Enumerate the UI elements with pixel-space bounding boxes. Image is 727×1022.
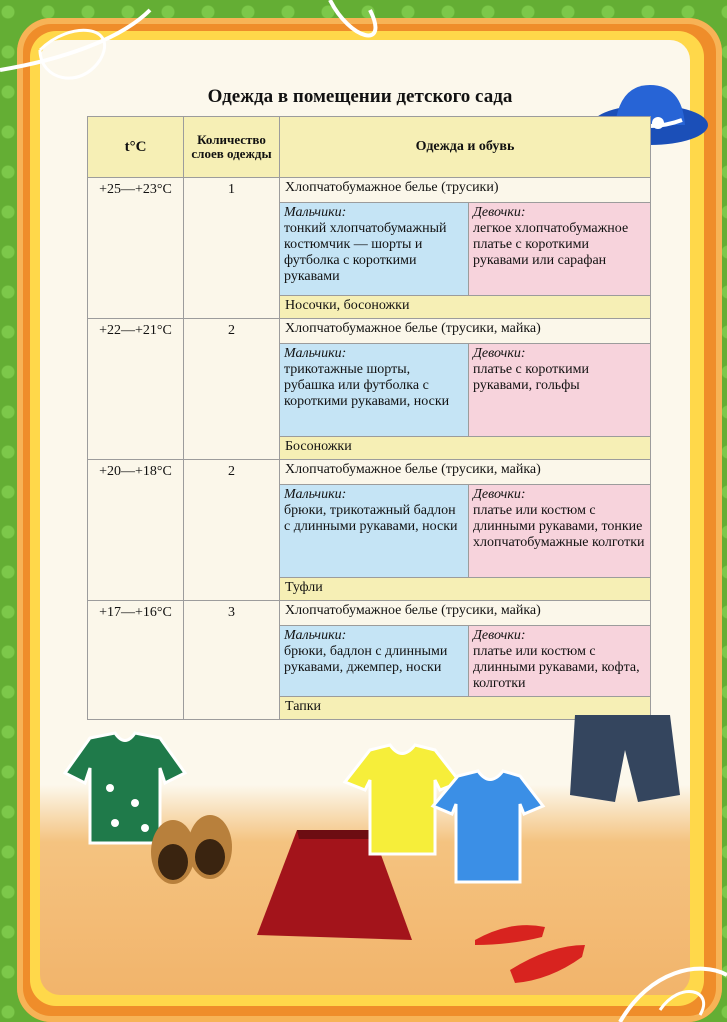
girls-cell <box>469 626 651 697</box>
temp-cell: +22—+21°C <box>88 319 184 460</box>
clothing-table <box>87 116 651 720</box>
page-title: Одежда в помещении детского сада <box>207 86 513 107</box>
table-header-row <box>88 117 651 178</box>
girls-cell <box>469 485 651 578</box>
boys-cell <box>280 485 469 578</box>
boys-cell <box>280 344 469 437</box>
table-row <box>88 601 651 626</box>
underwear-cell: Хлопчатобумажное белье (трусики, майка) <box>280 319 651 344</box>
boys-text: трикотажные шорты, рубашка или футболка с короткими рукавами, носки <box>284 362 450 409</box>
red-sandals-icon <box>470 915 590 990</box>
boys-text: брюки, бадлон с длинными рукавами, джемпер, носки <box>284 644 448 675</box>
shorts-icon <box>560 710 685 808</box>
header-layers: Количество слоев одежды <box>184 117 280 178</box>
temp-cell: +20—+18°C <box>88 460 184 601</box>
boys-text: тонкий хлопчатобумажный костюмчик — шорты и футболка с короткими рукавами <box>284 221 447 284</box>
girls-text: легкое хлопчатобумажное платье с короткими рукавами или сарафан <box>473 221 629 268</box>
girls-label: Девочки: <box>473 205 526 220</box>
underwear-cell: Хлопчатобумажное белье (трусики, майка) <box>280 460 651 485</box>
temp-cell: +25—+23°C <box>88 178 184 319</box>
shoes-cell: Босоножки <box>280 437 651 460</box>
underwear-cell: Хлопчатобумажное белье (трусики, майка) <box>280 601 651 626</box>
blue-top-icon <box>428 768 548 888</box>
layers-cell: 2 <box>184 319 280 460</box>
slippers-icon <box>148 812 238 887</box>
layers-cell: 3 <box>184 601 280 720</box>
table-row <box>88 178 651 203</box>
boys-label: Мальчики: <box>284 628 347 643</box>
table-row <box>88 460 651 485</box>
underwear-cell: Хлопчатобумажное белье (трусики) <box>280 178 651 203</box>
girls-text: платье или костюм с длинными рукавами, тонкие хлопчатобумажные колготки <box>473 503 645 550</box>
boys-label: Мальчики: <box>284 346 347 361</box>
layers-cell: 2 <box>184 460 280 601</box>
girls-cell <box>469 203 651 296</box>
shoes-cell: Тапки <box>280 697 651 720</box>
layers-cell: 1 <box>184 178 280 319</box>
girls-text: платье с короткими рукавами, гольфы <box>473 362 589 393</box>
girls-cell <box>469 344 651 437</box>
girls-label: Девочки: <box>473 487 526 502</box>
boys-label: Мальчики: <box>284 205 347 220</box>
girls-label: Девочки: <box>473 628 526 643</box>
boys-cell <box>280 203 469 296</box>
shoes-cell: Носочки, босоножки <box>280 296 651 319</box>
boys-label: Мальчики: <box>284 487 347 502</box>
girls-text: платье или костюм с длинными рукавами, кофта, колготки <box>473 644 640 691</box>
girls-label: Девочки: <box>473 346 526 361</box>
table-row <box>88 319 651 344</box>
boys-cell <box>280 626 469 697</box>
header-clothes: Одежда и обувь <box>280 117 651 178</box>
temp-cell: +17—+16°C <box>88 601 184 720</box>
boys-text: брюки, трикотажный бадлон с длинными рукавами, носки <box>284 503 458 534</box>
header-temp: t°C <box>88 117 184 178</box>
shoes-cell: Туфли <box>280 578 651 601</box>
